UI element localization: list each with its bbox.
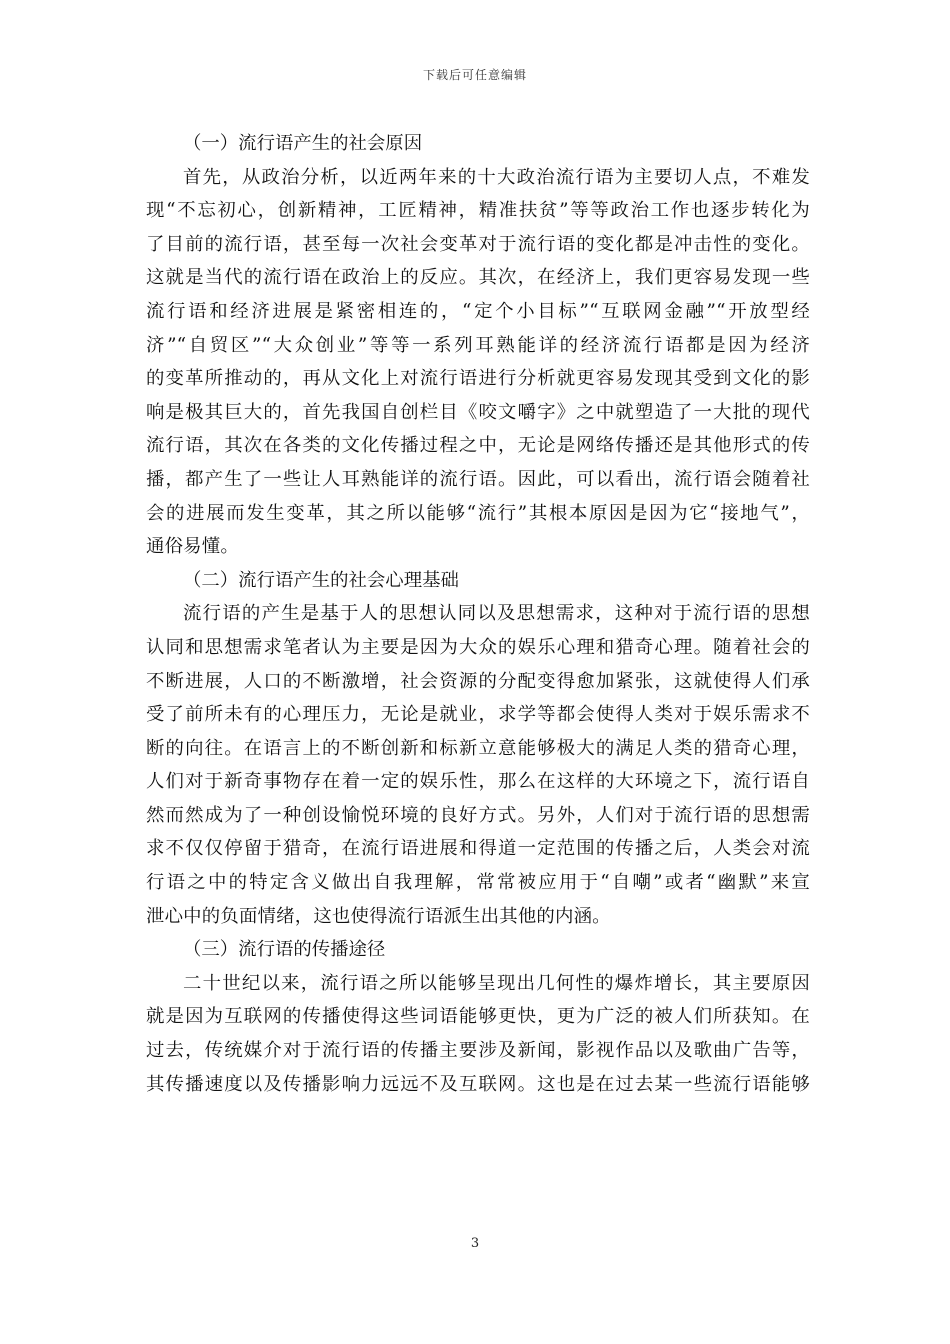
page-header: 下载后可任意编辑 bbox=[422, 68, 527, 82]
paragraph-line: 的变革所推动的，再从文化上对流行语进行分析就更容易发现其受到文化的影 bbox=[146, 368, 810, 390]
paragraph-line: 了目前的流行语，甚至每一次社会变革对于流行语的变化都是冲击性的变化。 bbox=[146, 233, 810, 255]
page-number: 3 bbox=[470, 1236, 480, 1251]
paragraph-line: 二十世纪以来，流行语之所以能够呈现出几何性的爆炸增长，其主要原因 bbox=[183, 972, 810, 994]
paragraph-line: 响是极其巨大的，首先我国自创栏目《咬文嚼字》之中就塑造了一大批的现代 bbox=[146, 401, 810, 423]
paragraph-line: 求不仅仅停留于猎奇，在流行语进展和得道一定范围的传播之后，人类会对流 bbox=[146, 838, 810, 860]
paragraph-line: 这就是当代的流行语在政治上的反应。其次，在经济上，我们更容易发现一些 bbox=[146, 267, 810, 289]
paragraph-line: 通俗易懂。 bbox=[146, 536, 239, 558]
paragraph-line: 会的进展而发生变革，其之所以能够“流行”其根本原因是因为它“接地气”， bbox=[146, 502, 810, 524]
document-body bbox=[146, 127, 810, 1101]
paragraph-line: 其传播速度以及传播影响力远远不及互联网。这也是在过去某一些流行语能够 bbox=[146, 1073, 810, 1095]
paragraph-line: 行语之中的特定含义做出自我理解，常常被应用于“自嘲”或者“幽默”来宣 bbox=[146, 872, 810, 894]
paragraph-line: 断的向往。在语言上的不断创新和标新立意能够极大的满足人类的猎奇心理， bbox=[146, 737, 810, 759]
paragraph-line: 现“不忘初心，创新精神，工匠精神，精准扶贫”等等政治工作也逐步转化为 bbox=[146, 200, 810, 222]
paragraph-line: 过去，传统媒介对于流行语的传播主要涉及新闻，影视作品以及歌曲广告等， bbox=[146, 1040, 810, 1062]
paragraph-line: 就是因为互联网的传播使得这些词语能够更快，更为广泛的被人们所获知。在 bbox=[146, 1006, 810, 1028]
paragraph-line: 首先，从政治分析，以近两年来的十大政治流行语为主要切人点，不难发 bbox=[183, 166, 810, 188]
paragraph-line: 流行语和经济进展是紧密相连的，“定个小目标”“互联网金融”“开放型经 bbox=[146, 300, 810, 322]
paragraph-line: 不断进展，人口的不断激增，社会资源的分配变得愈加紧张，这就使得人们承 bbox=[146, 670, 810, 692]
section-heading: （三）流行语的传播途径 bbox=[183, 939, 386, 961]
paragraph-line: 播，都产生了一些让人耳熟能详的流行语。因此，可以看出，流行语会随着社 bbox=[146, 468, 810, 490]
paragraph-line: 流行语，其次在各类的文化传播过程之中，无论是网络传播还是其他形式的传 bbox=[146, 435, 810, 457]
paragraph-line: 认同和思想需求笔者认为主要是因为大众的娱乐心理和猎奇心理。随着社会的 bbox=[146, 636, 810, 658]
section-heading: （二）流行语产生的社会心理基础 bbox=[183, 569, 459, 591]
paragraph-line: 泄心中的负面情绪，这也使得流行语派生出其他的内涵。 bbox=[146, 905, 611, 927]
paragraph-line: 济”“自贸区”“大众创业”等等一系列耳熟能详的经济流行语都是因为经济 bbox=[146, 334, 810, 356]
paragraph-line: 然而然成为了一种创设愉悦环境的良好方式。另外，人们对于流行语的思想需 bbox=[146, 804, 810, 826]
paragraph-line: 人们对于新奇事物存在着一定的娱乐性，那么在这样的大环境之下，流行语自 bbox=[146, 771, 810, 793]
paragraph-line: 流行语的产生是基于人的思想认同以及思想需求，这种对于流行语的思想 bbox=[183, 603, 810, 625]
paragraph-line: 受了前所未有的心理压力，无论是就业，求学等都会使得人类对于娱乐需求不 bbox=[146, 704, 810, 726]
section-heading: （一）流行语产生的社会原因 bbox=[183, 133, 423, 154]
